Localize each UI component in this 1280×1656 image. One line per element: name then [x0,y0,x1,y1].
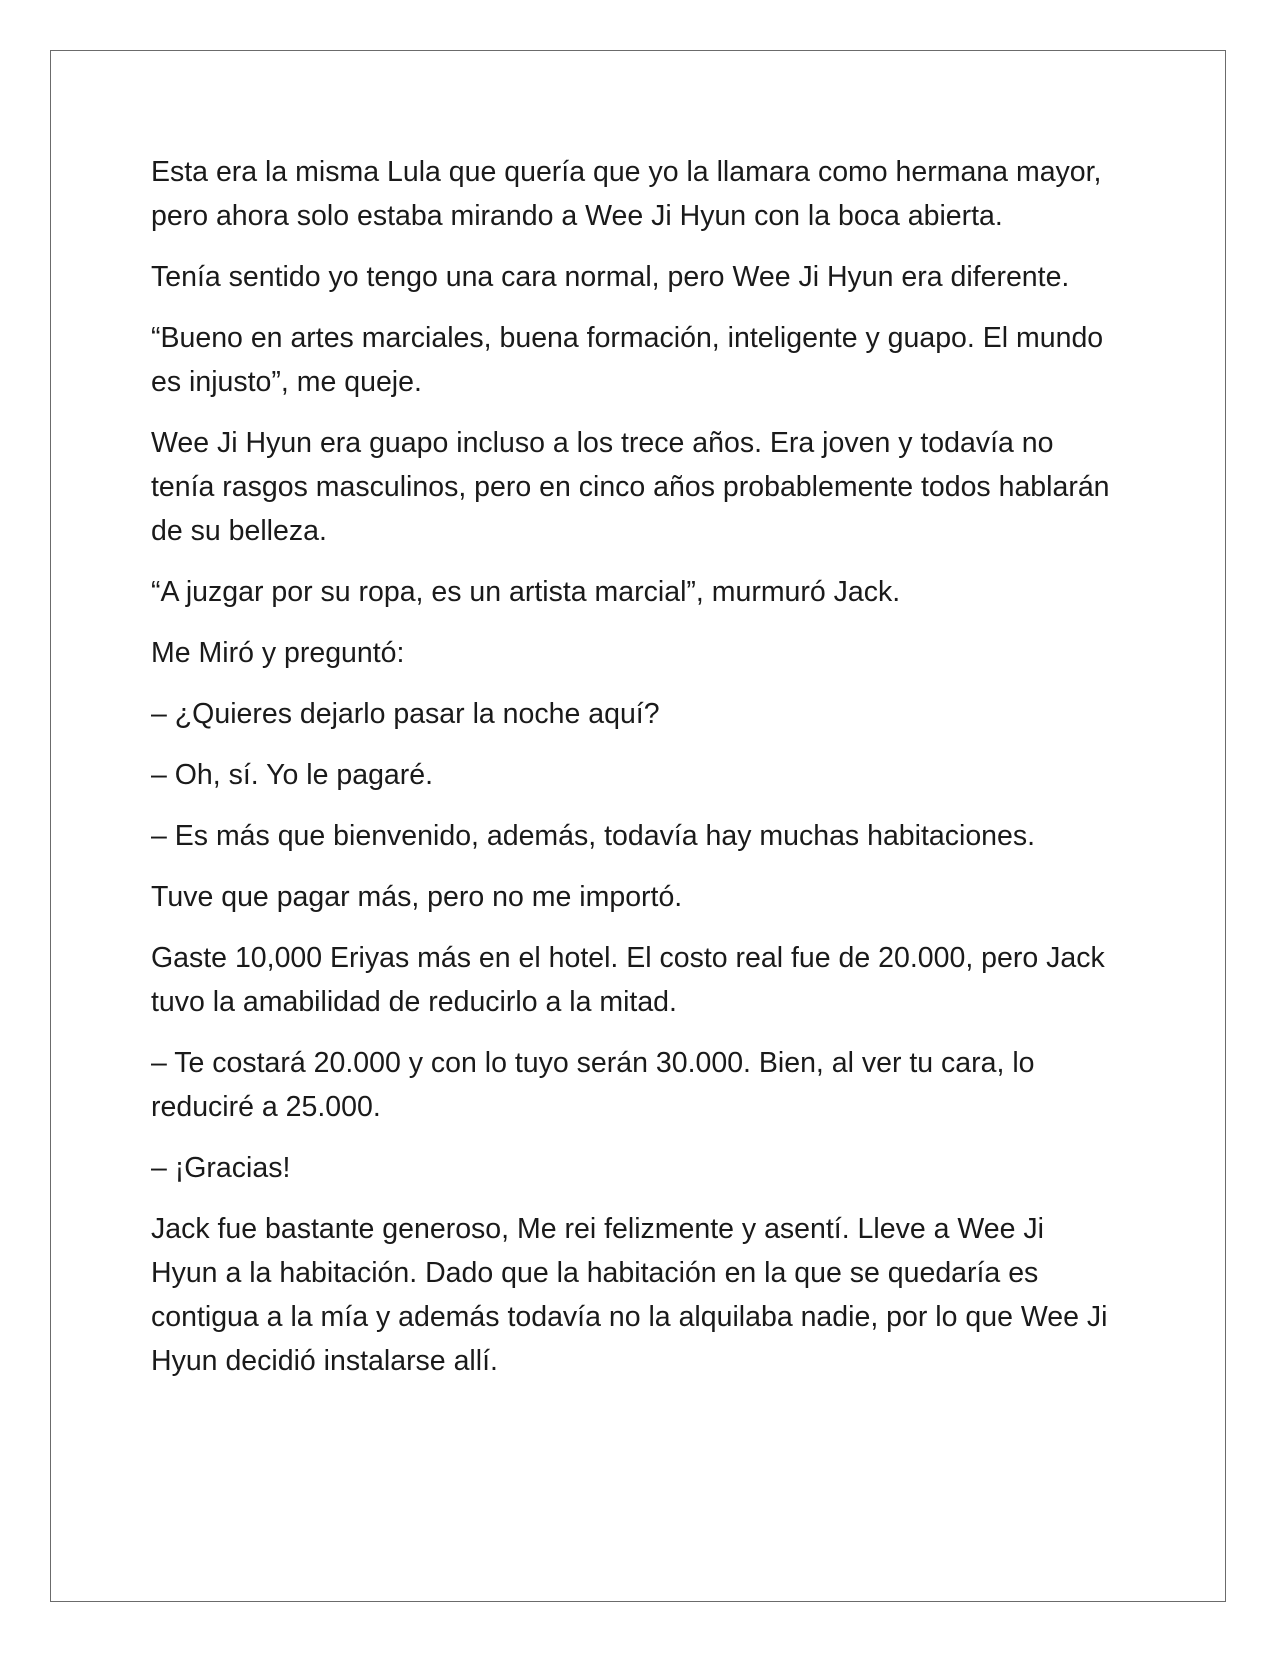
paragraph: Tuve que pagar más, pero no me importó. [151,881,683,913]
document-body [151,150,1111,1400]
paragraph: “Bueno en artes marciales, buena formación, inteligente y guapo. El mundo es injusto”, me queje. [151,322,1104,398]
paragraph: Esta era la misma Lula que quería que yo la llamara como hermana mayor, pero ahora solo estaba mirando a Wee Ji Hyun con la boca abierta. [151,156,1102,232]
paragraph: Me Miró y preguntó: [151,637,405,669]
dialogue-line: – ¡Gracias! [151,1152,291,1184]
dialogue-line: – Oh, sí. Yo le pagaré. [151,759,434,791]
paragraph: Gaste 10,000 Eriyas más en el hotel. El costo real fue de 20.000, pero Jack tuvo la amabilidad de reducirlo a la mitad. [151,942,1105,1018]
dialogue-line: – ¿Quieres dejarlo pasar la noche aquí? [151,698,660,730]
paragraph: Tenía sentido yo tengo una cara normal, pero Wee Ji Hyun era diferente. [151,261,1070,293]
paragraph: “A juzgar por su ropa, es un artista marcial”, murmuró Jack. [151,576,901,608]
dialogue-line: – Te costará 20.000 y con lo tuyo serán 30.000. Bien, al ver tu cara, lo reduciré a 25.000. [151,1047,1035,1123]
dialogue-line: – Es más que bienvenido, además, todavía hay muchas habitaciones. [151,820,1036,852]
paragraph: Wee Ji Hyun era guapo incluso a los trece años. Era joven y todavía no tenía rasgos masculinos, pero en cinco años probablemente todos hablarán de su belleza. [151,427,1110,547]
paragraph: Jack fue bastante generoso, Me rei felizmente y asentí. Lleve a Wee Ji Hyun a la habitación. Dado que la habitación en la que se quedaría es contigua a la mía y además todavía no la alquilaba nadie, por lo que Wee Ji Hyun decidió instalarse allí. [151,1213,1108,1377]
